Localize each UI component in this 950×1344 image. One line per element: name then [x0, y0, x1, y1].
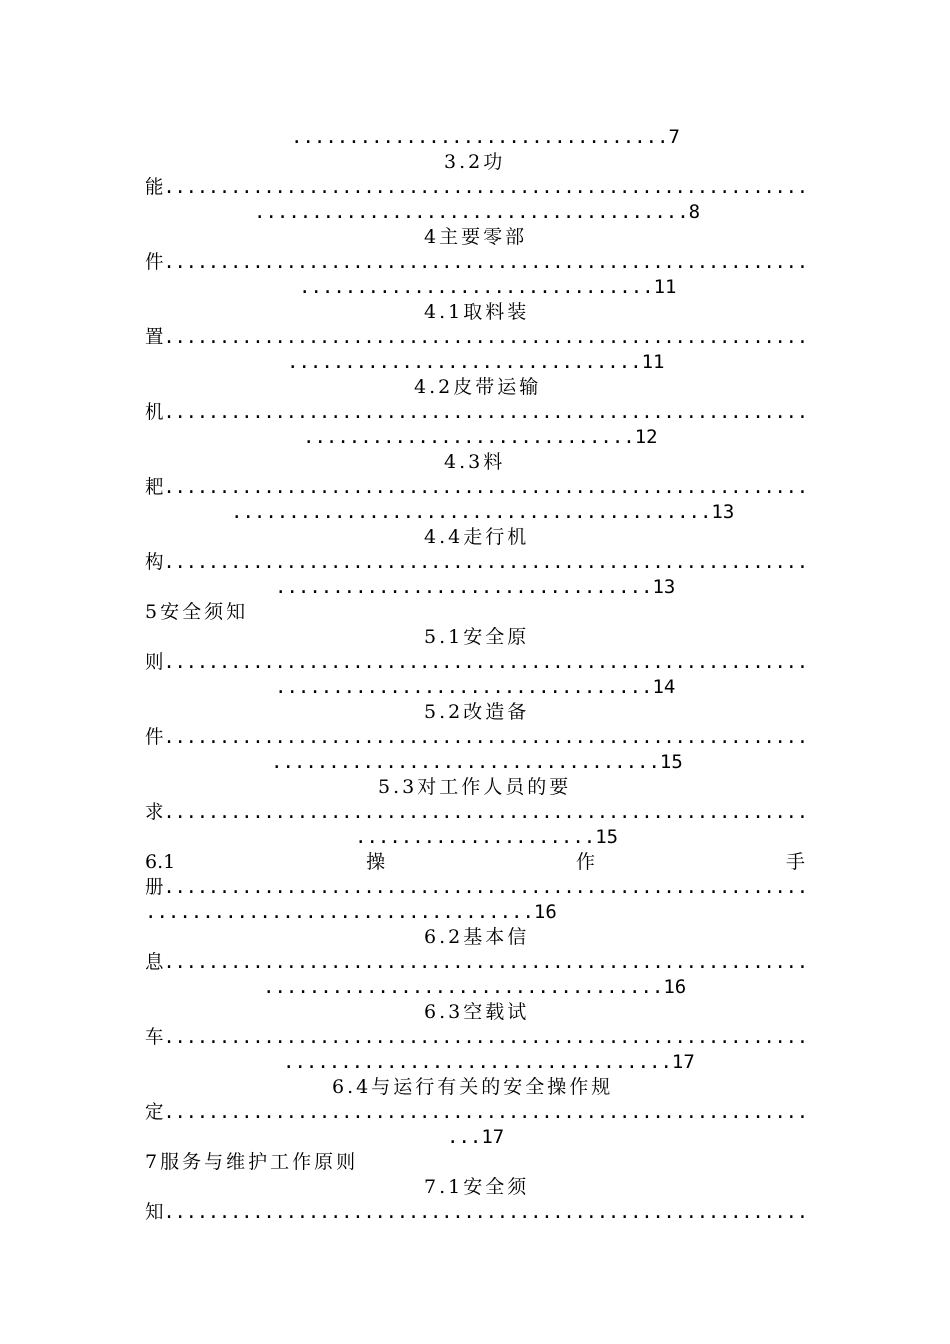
toc-leader-line: ...............................11 [299, 276, 677, 298]
toc-leader-dots: .......................................................... [163, 476, 809, 498]
toc-leader-dots: .......................................................... [163, 176, 809, 198]
toc-entry-4-2[interactable]: 4.2皮带运输 [414, 376, 542, 398]
toc-leader-dots: .......................................................... [163, 551, 809, 573]
toc-leader-line: ..................................16 [145, 901, 557, 923]
toc-leader-dots: .......................................................... [163, 326, 809, 348]
toc-entry-line [145, 1103, 808, 1122]
toc-entry-5[interactable]: 5安全须知 [145, 601, 249, 623]
toc-leader-dots: .......................................................... [163, 876, 809, 898]
toc-entry-line [145, 953, 808, 972]
toc-leader-dots: .......................................................... [163, 1201, 809, 1223]
toc-entry-char: 册 [145, 876, 164, 898]
toc-leader-line: ......................................8 [254, 201, 701, 223]
toc-entry-part: 6.1 [145, 851, 176, 873]
toc-leader-line: .............................12 [303, 426, 658, 448]
toc-leader-dots: .......................................................... [163, 801, 809, 823]
toc-entry-char: 置 [145, 326, 164, 348]
toc-entry-char: 件 [145, 251, 164, 273]
toc-entry-char: 能 [145, 176, 164, 198]
toc-entry-part: 作 [576, 851, 596, 873]
toc-leader-line: ..................................15 [271, 751, 683, 773]
toc-entry-line [145, 1203, 808, 1222]
toc-leader-line: .................................14 [275, 676, 676, 698]
toc-leader-line: .....................15 [355, 826, 619, 848]
toc-entry-line [145, 253, 808, 272]
toc-entry-6-4[interactable]: 6.4与运行有关的安全操作规 [332, 1076, 614, 1098]
toc-entry-line [145, 878, 808, 897]
toc-entry-part: 操 [366, 851, 386, 873]
toc-leader-line: ..........................................13 [231, 501, 735, 523]
toc-entry-char: 件 [145, 726, 164, 748]
toc-entry-char: 构 [145, 551, 164, 573]
toc-leader-dots: .......................................................... [163, 1026, 809, 1048]
toc-entry-char: 求 [145, 801, 164, 823]
toc-entry-char: 耙 [145, 476, 164, 498]
toc-leader-dots: .......................................................... [163, 401, 809, 423]
toc-leader-dots: .......................................................... [163, 1101, 809, 1123]
toc-leader-line: ...................................16 [263, 976, 687, 998]
toc-leader-dots: .......................................................... [163, 951, 809, 973]
toc-entry-part: 手 [785, 851, 805, 873]
toc-entry-6-2[interactable]: 6.2基本信 [424, 926, 530, 948]
toc-entry-4-4[interactable]: 4.4走行机 [424, 526, 530, 548]
toc-entry-char: 息 [145, 951, 164, 973]
toc-entry-line [145, 403, 808, 422]
toc-entry-line [145, 1028, 808, 1047]
toc-entry-char: 机 [145, 401, 164, 423]
toc-entry-3-2[interactable]: 3.2功 [444, 151, 506, 173]
toc-entry-5-1[interactable]: 5.1安全原 [424, 626, 530, 648]
toc-entry-line [145, 478, 808, 497]
toc-entry-5-2[interactable]: 5.2改造备 [424, 701, 530, 723]
toc-leader-dots: .......................................................... [163, 651, 809, 673]
toc-entry-7-1[interactable]: 7.1安全须 [424, 1176, 530, 1198]
toc-entry-4-1[interactable]: 4.1取料装 [424, 301, 530, 323]
toc-leader-dots: .......................................................... [163, 251, 809, 273]
toc-entry-char: 车 [145, 1026, 164, 1048]
toc-leader-line: ...............................11 [287, 351, 665, 373]
toc-entry-line [145, 653, 808, 672]
toc-entry-line [145, 803, 808, 822]
toc-entry-6-3[interactable]: 6.3空载试 [424, 1001, 530, 1023]
toc-entry-6-1[interactable] [145, 853, 805, 872]
toc-entry-line [145, 178, 808, 197]
toc-entry-5-3[interactable]: 5.3对工作人员的要 [378, 776, 572, 798]
toc-entry-char: 定 [145, 1101, 164, 1123]
toc-entry-4-3[interactable]: 4.3料 [444, 451, 506, 473]
toc-leader-line: ...17 [447, 1126, 505, 1148]
toc-entry-line [145, 728, 808, 747]
toc-entry-line [145, 328, 808, 347]
toc-leader-dots: .......................................................... [163, 726, 809, 748]
toc-leader-line: ..................................17 [283, 1051, 695, 1073]
toc-entry-char: 知 [145, 1201, 164, 1223]
toc-entry-7[interactable]: 7服务与维护工作原则 [145, 1151, 359, 1173]
toc-leader-line: .................................13 [275, 576, 676, 598]
toc-entry-4[interactable]: 4主要零部 [424, 226, 528, 248]
toc-leader-line: .................................7 [291, 126, 680, 148]
toc-entry-line [145, 553, 808, 572]
toc-entry-char: 则 [145, 651, 164, 673]
